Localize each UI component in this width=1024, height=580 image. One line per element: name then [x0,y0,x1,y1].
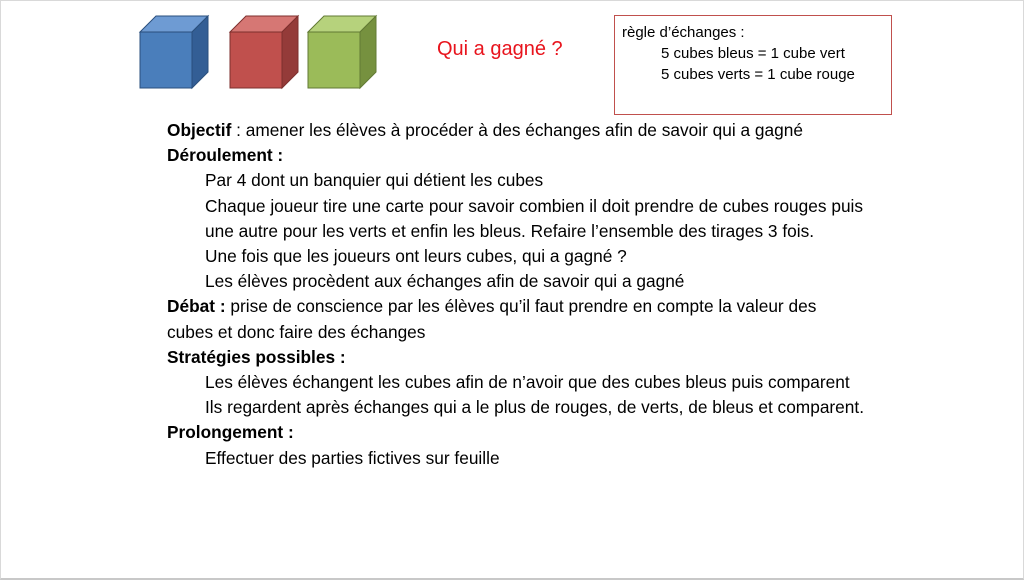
green-cube-front [308,32,360,88]
rules-heading: règle d’échanges : [622,24,745,41]
exchange-rules-box [614,15,892,115]
objectif-paragraph [167,118,867,143]
strategy-item: Ils regardent après échanges qui a le plus de rouges, de verts, de bleus et comparent. [205,397,865,418]
blue-cube-front [140,32,192,88]
deroulement-item: Par 4 dont un banquier qui détient les cubes [205,170,544,191]
deroulement-item: Une fois que les joueurs ont leurs cubes, qui a gagné ? [205,246,627,267]
rule-blue-to-green: 5 cubes bleus = 1 cube vert [661,45,845,62]
deroulement-heading: Déroulement : [167,145,284,166]
lesson-content [167,118,867,471]
debat-paragraph [167,294,867,344]
objectif-label: Objectif [167,120,232,140]
rule-green-to-red: 5 cubes verts = 1 cube rouge [661,66,855,83]
strategy-item: Les élèves échangent les cubes afin de n’avoir que des cubes bleus puis comparent [205,372,850,393]
blue-cube-icon [138,14,210,90]
slide-title: Qui a gagné ? [437,38,563,60]
red-cube-front [230,32,282,88]
deroulement-item: Chaque joueur tire une carte pour savoir combien il doit prendre de cubes rouges puis une autre pour les verts et enfin les bleus. Refaire l’ensemble des tirages 3 fois. [205,195,864,241]
strategies-heading: Stratégies possibles : [167,346,346,367]
deroulement-item: Les élèves procèdent aux échanges afin de savoir qui a gagné [205,271,685,292]
debat-label: Débat : [167,296,226,317]
debat-text: prise de conscience par les élèves qu’il faut prendre en compte la valeur des cubes et donc faire des échanges [167,296,817,342]
red-cube-icon [228,14,300,90]
objectif-text: : amener les élèves à procéder à des échanges afin de savoir qui a gagné [231,120,803,140]
prolongement-heading: Prolongement : [167,422,294,443]
green-cube-icon [306,14,378,90]
prolongement-item: Effectuer des parties fictives sur feuille [205,447,500,468]
